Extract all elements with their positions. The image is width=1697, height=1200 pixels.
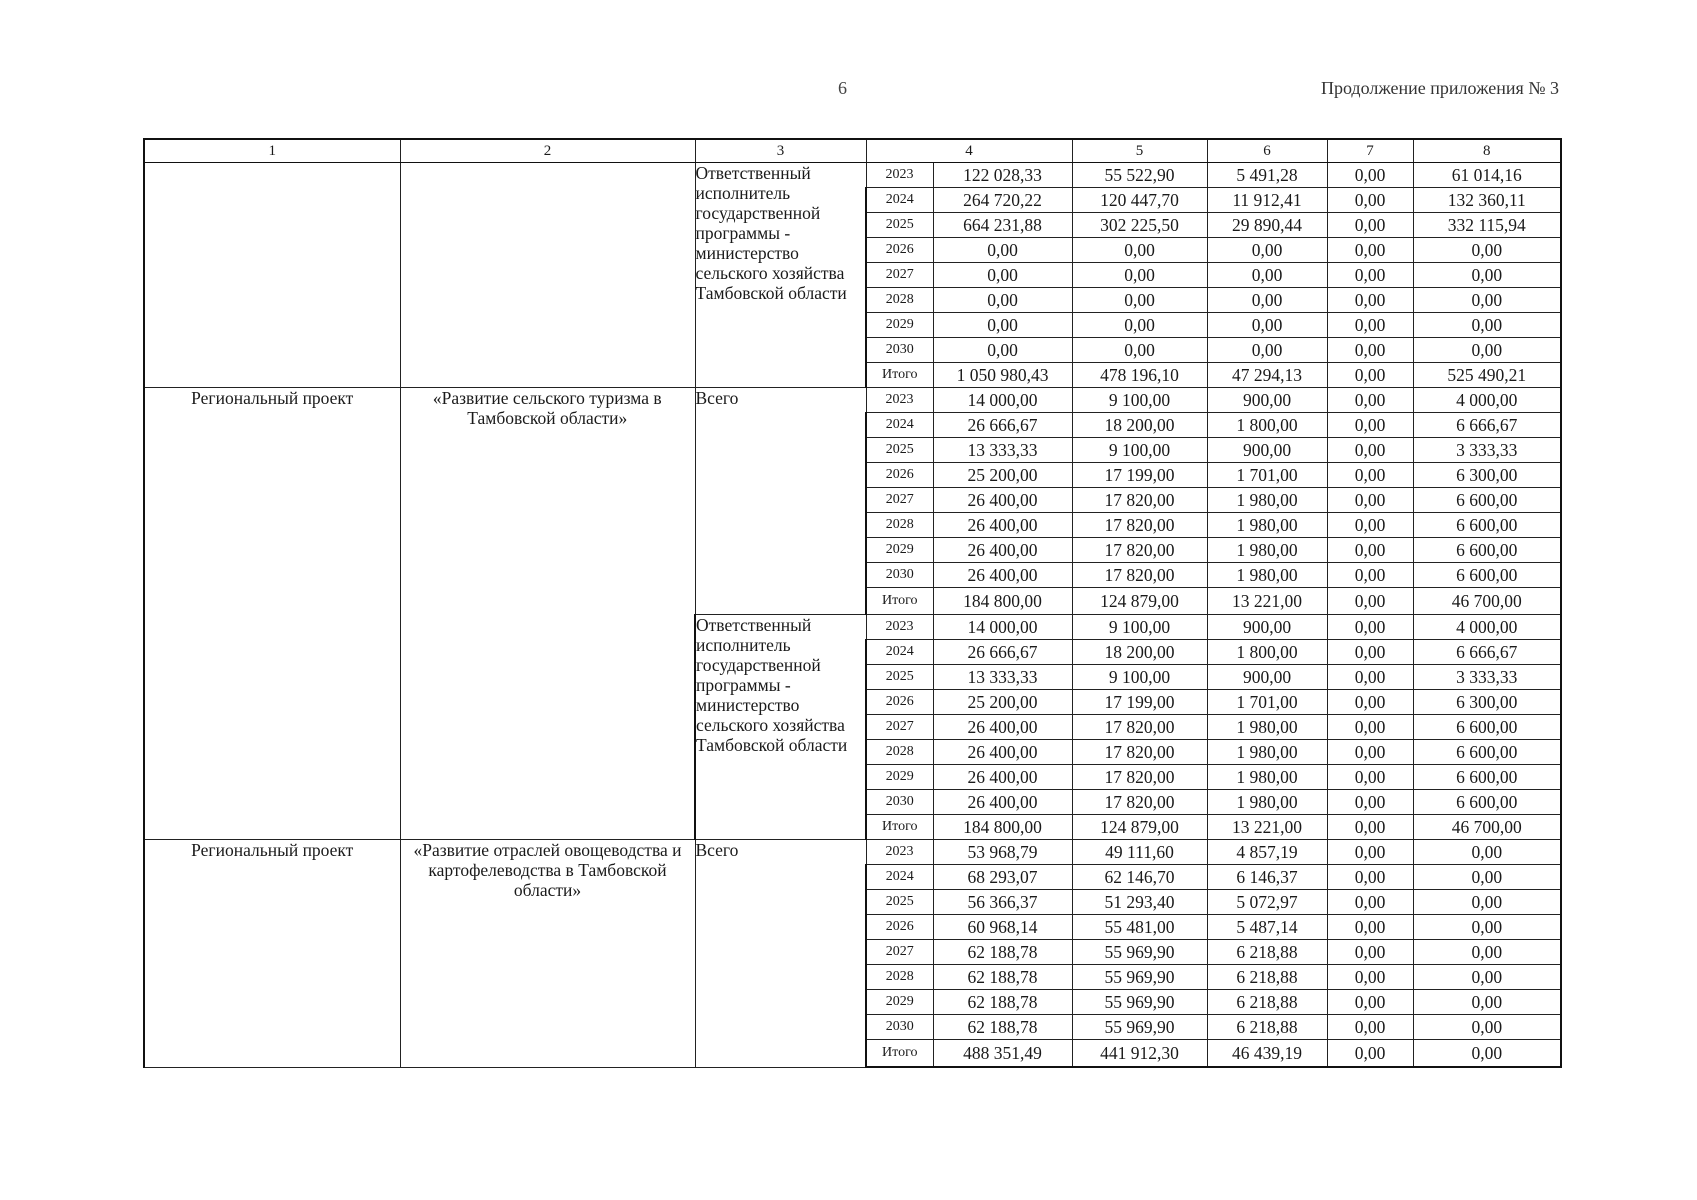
amount-c5: 55 969,90 (1072, 1015, 1207, 1040)
amount-c5: 55 969,90 (1072, 965, 1207, 990)
year-cell: Итого (866, 1040, 933, 1068)
amount-c8: 332 115,94 (1413, 213, 1561, 238)
table-row (144, 163, 1561, 188)
amount-c7: 0,00 (1327, 513, 1413, 538)
year-cell: 2026 (866, 238, 933, 263)
amount-c4: 26 400,00 (933, 790, 1072, 815)
amount-c5: 62 146,70 (1072, 865, 1207, 890)
year-cell: 2029 (866, 313, 933, 338)
amount-c5: 18 200,00 (1072, 640, 1207, 665)
amount-c4: 26 400,00 (933, 513, 1072, 538)
column-number-row (144, 139, 1561, 163)
amount-c8: 3 333,33 (1413, 438, 1561, 463)
year-cell: 2028 (866, 288, 933, 313)
year-cell: 2029 (866, 990, 933, 1015)
amount-c4: 0,00 (933, 338, 1072, 363)
amount-c7: 0,00 (1327, 840, 1413, 865)
year-cell: 2024 (866, 413, 933, 438)
column-number: 6 (1207, 139, 1327, 163)
amount-c4: 184 800,00 (933, 588, 1072, 615)
amount-c6: 900,00 (1207, 615, 1327, 640)
amount-c7: 0,00 (1327, 163, 1413, 188)
amount-c5: 17 820,00 (1072, 790, 1207, 815)
amount-c4: 264 720,22 (933, 188, 1072, 213)
amount-c5: 17 199,00 (1072, 463, 1207, 488)
project-name-cell (400, 163, 695, 388)
amount-c5: 124 879,00 (1072, 588, 1207, 615)
amount-c5: 9 100,00 (1072, 665, 1207, 690)
amount-c7: 0,00 (1327, 715, 1413, 740)
amount-c5: 0,00 (1072, 238, 1207, 263)
table-row (144, 840, 1561, 865)
amount-c4: 53 968,79 (933, 840, 1072, 865)
amount-c5: 0,00 (1072, 288, 1207, 313)
amount-c6: 4 857,19 (1207, 840, 1327, 865)
amount-c5: 302 225,50 (1072, 213, 1207, 238)
amount-c4: 488 351,49 (933, 1040, 1072, 1068)
amount-c7: 0,00 (1327, 940, 1413, 965)
amount-c6: 6 218,88 (1207, 1015, 1327, 1040)
amount-c8: 3 333,33 (1413, 665, 1561, 690)
amount-c7: 0,00 (1327, 188, 1413, 213)
amount-c4: 0,00 (933, 313, 1072, 338)
amount-c5: 17 199,00 (1072, 690, 1207, 715)
amount-c7: 0,00 (1327, 790, 1413, 815)
amount-c8: 6 600,00 (1413, 740, 1561, 765)
funding-source-cell: Ответственный исполнитель государственной программы - министерство сельского хозяйства Тамбовской области (695, 615, 866, 840)
amount-c5: 49 111,60 (1072, 840, 1207, 865)
amount-c4: 68 293,07 (933, 865, 1072, 890)
amount-c5: 124 879,00 (1072, 815, 1207, 840)
year-cell: 2027 (866, 263, 933, 288)
amount-c6: 900,00 (1207, 388, 1327, 413)
year-cell: 2025 (866, 213, 933, 238)
year-cell: 2025 (866, 890, 933, 915)
amount-c7: 0,00 (1327, 338, 1413, 363)
amount-c8: 6 600,00 (1413, 790, 1561, 815)
amount-c6: 1 701,00 (1207, 690, 1327, 715)
appendix-continuation-header: Продолжение приложения № 3 (1320, 78, 1559, 98)
amount-c6: 0,00 (1207, 338, 1327, 363)
amount-c6: 1 980,00 (1207, 488, 1327, 513)
amount-c4: 664 231,88 (933, 213, 1072, 238)
amount-c8: 0,00 (1413, 990, 1561, 1015)
amount-c5: 55 481,00 (1072, 915, 1207, 940)
year-cell: 2026 (866, 463, 933, 488)
amount-c6: 900,00 (1207, 438, 1327, 463)
amount-c6: 1 701,00 (1207, 463, 1327, 488)
amount-c7: 0,00 (1327, 1040, 1413, 1068)
amount-c4: 62 188,78 (933, 965, 1072, 990)
amount-c5: 17 820,00 (1072, 563, 1207, 588)
amount-c6: 0,00 (1207, 238, 1327, 263)
amount-c6: 6 218,88 (1207, 965, 1327, 990)
amount-c5: 17 820,00 (1072, 740, 1207, 765)
amount-c4: 184 800,00 (933, 815, 1072, 840)
amount-c4: 25 200,00 (933, 690, 1072, 715)
amount-c4: 26 400,00 (933, 563, 1072, 588)
amount-c8: 0,00 (1413, 313, 1561, 338)
amount-c7: 0,00 (1327, 690, 1413, 715)
amount-c4: 0,00 (933, 263, 1072, 288)
amount-c5: 9 100,00 (1072, 438, 1207, 463)
year-cell: 2029 (866, 765, 933, 790)
amount-c5: 17 820,00 (1072, 538, 1207, 563)
amount-c6: 13 221,00 (1207, 815, 1327, 840)
amount-c8: 132 360,11 (1413, 188, 1561, 213)
amount-c4: 13 333,33 (933, 665, 1072, 690)
amount-c6: 11 912,41 (1207, 188, 1327, 213)
amount-c6: 5 072,97 (1207, 890, 1327, 915)
amount-c4: 26 400,00 (933, 740, 1072, 765)
amount-c6: 5 487,14 (1207, 915, 1327, 940)
amount-c7: 0,00 (1327, 238, 1413, 263)
amount-c8: 0,00 (1413, 865, 1561, 890)
amount-c8: 0,00 (1413, 915, 1561, 940)
year-cell: 2024 (866, 188, 933, 213)
amount-c7: 0,00 (1327, 388, 1413, 413)
amount-c5: 17 820,00 (1072, 715, 1207, 740)
year-cell: 2030 (866, 563, 933, 588)
amount-c5: 478 196,10 (1072, 363, 1207, 388)
year-cell: 2026 (866, 690, 933, 715)
amount-c8: 525 490,21 (1413, 363, 1561, 388)
amount-c7: 0,00 (1327, 413, 1413, 438)
table-row (144, 388, 1561, 413)
amount-c8: 0,00 (1413, 338, 1561, 363)
column-number: 8 (1413, 139, 1561, 163)
amount-c7: 0,00 (1327, 640, 1413, 665)
year-cell: 2024 (866, 640, 933, 665)
amount-c6: 0,00 (1207, 288, 1327, 313)
amount-c7: 0,00 (1327, 463, 1413, 488)
amount-c7: 0,00 (1327, 363, 1413, 388)
amount-c4: 26 666,67 (933, 640, 1072, 665)
amount-c6: 1 980,00 (1207, 513, 1327, 538)
project-type-cell: Региональный проект (144, 840, 400, 1068)
year-cell: 2030 (866, 1015, 933, 1040)
year-cell: 2025 (866, 438, 933, 463)
year-cell: 2030 (866, 338, 933, 363)
year-cell: 2028 (866, 513, 933, 538)
amount-c4: 26 400,00 (933, 715, 1072, 740)
amount-c7: 0,00 (1327, 538, 1413, 563)
year-cell: 2029 (866, 538, 933, 563)
amount-c6: 6 218,88 (1207, 990, 1327, 1015)
amount-c5: 441 912,30 (1072, 1040, 1207, 1068)
project-type-cell (144, 163, 400, 388)
year-cell: 2026 (866, 915, 933, 940)
amount-c4: 62 188,78 (933, 1015, 1072, 1040)
year-cell: Итого (866, 588, 933, 615)
amount-c6: 0,00 (1207, 263, 1327, 288)
amount-c7: 0,00 (1327, 615, 1413, 640)
amount-c7: 0,00 (1327, 990, 1413, 1015)
amount-c7: 0,00 (1327, 488, 1413, 513)
amount-c4: 1 050 980,43 (933, 363, 1072, 388)
amount-c8: 6 600,00 (1413, 765, 1561, 790)
amount-c8: 6 300,00 (1413, 690, 1561, 715)
amount-c8: 6 600,00 (1413, 563, 1561, 588)
amount-c8: 0,00 (1413, 965, 1561, 990)
year-cell: 2027 (866, 940, 933, 965)
amount-c6: 47 294,13 (1207, 363, 1327, 388)
amount-c8: 4 000,00 (1413, 615, 1561, 640)
amount-c5: 0,00 (1072, 313, 1207, 338)
budget-table (143, 138, 1562, 1068)
year-cell: 2023 (866, 388, 933, 413)
amount-c5: 55 969,90 (1072, 990, 1207, 1015)
amount-c7: 0,00 (1327, 815, 1413, 840)
amount-c7: 0,00 (1327, 890, 1413, 915)
project-name-cell: «Развитие отраслей овощеводства и картофелеводства в Тамбовской области» (400, 840, 695, 1068)
amount-c4: 60 968,14 (933, 915, 1072, 940)
amount-c5: 0,00 (1072, 338, 1207, 363)
amount-c8: 6 600,00 (1413, 513, 1561, 538)
amount-c4: 14 000,00 (933, 388, 1072, 413)
amount-c8: 0,00 (1413, 1015, 1561, 1040)
amount-c4: 62 188,78 (933, 940, 1072, 965)
year-cell: 2023 (866, 840, 933, 865)
amount-c8: 4 000,00 (1413, 388, 1561, 413)
amount-c7: 0,00 (1327, 765, 1413, 790)
amount-c8: 61 014,16 (1413, 163, 1561, 188)
year-cell: Итого (866, 363, 933, 388)
column-number: 2 (400, 139, 695, 163)
amount-c5: 17 820,00 (1072, 765, 1207, 790)
amount-c5: 9 100,00 (1072, 388, 1207, 413)
amount-c8: 0,00 (1413, 263, 1561, 288)
year-cell: 2030 (866, 790, 933, 815)
amount-c7: 0,00 (1327, 665, 1413, 690)
page-number: 6 (838, 78, 847, 98)
year-cell: 2024 (866, 865, 933, 890)
amount-c6: 1 800,00 (1207, 413, 1327, 438)
amount-c4: 122 028,33 (933, 163, 1072, 188)
column-number: 1 (144, 139, 400, 163)
amount-c7: 0,00 (1327, 563, 1413, 588)
year-cell: 2027 (866, 715, 933, 740)
amount-c6: 46 439,19 (1207, 1040, 1327, 1068)
amount-c6: 29 890,44 (1207, 213, 1327, 238)
amount-c6: 6 218,88 (1207, 940, 1327, 965)
amount-c8: 6 666,67 (1413, 413, 1561, 438)
amount-c5: 0,00 (1072, 263, 1207, 288)
amount-c5: 17 820,00 (1072, 488, 1207, 513)
column-number: 7 (1327, 139, 1413, 163)
amount-c6: 1 980,00 (1207, 563, 1327, 588)
funding-source-cell: Ответственный исполнитель государственной программы - министерство сельского хозяйства Тамбовской области (695, 163, 866, 388)
amount-c8: 6 600,00 (1413, 538, 1561, 563)
amount-c5: 55 522,90 (1072, 163, 1207, 188)
amount-c6: 13 221,00 (1207, 588, 1327, 615)
year-cell: 2028 (866, 965, 933, 990)
amount-c4: 26 400,00 (933, 765, 1072, 790)
amount-c4: 0,00 (933, 238, 1072, 263)
amount-c8: 6 600,00 (1413, 715, 1561, 740)
amount-c5: 18 200,00 (1072, 413, 1207, 438)
amount-c8: 6 666,67 (1413, 640, 1561, 665)
amount-c5: 55 969,90 (1072, 940, 1207, 965)
year-cell: 2028 (866, 740, 933, 765)
column-number: 4 (866, 139, 1072, 163)
amount-c6: 1 980,00 (1207, 715, 1327, 740)
year-cell: Итого (866, 815, 933, 840)
amount-c7: 0,00 (1327, 915, 1413, 940)
amount-c6: 1 980,00 (1207, 790, 1327, 815)
funding-source-cell: Всего (695, 388, 866, 615)
year-cell: 2023 (866, 163, 933, 188)
amount-c6: 1 980,00 (1207, 765, 1327, 790)
amount-c6: 1 980,00 (1207, 538, 1327, 563)
amount-c6: 6 146,37 (1207, 865, 1327, 890)
amount-c7: 0,00 (1327, 865, 1413, 890)
amount-c7: 0,00 (1327, 740, 1413, 765)
amount-c6: 5 491,28 (1207, 163, 1327, 188)
column-number: 3 (695, 139, 866, 163)
amount-c6: 1 800,00 (1207, 640, 1327, 665)
column-number: 5 (1072, 139, 1207, 163)
amount-c7: 0,00 (1327, 288, 1413, 313)
amount-c8: 46 700,00 (1413, 588, 1561, 615)
amount-c7: 0,00 (1327, 1015, 1413, 1040)
amount-c4: 26 400,00 (933, 488, 1072, 513)
amount-c5: 17 820,00 (1072, 513, 1207, 538)
amount-c8: 0,00 (1413, 288, 1561, 313)
amount-c8: 0,00 (1413, 890, 1561, 915)
amount-c8: 0,00 (1413, 940, 1561, 965)
amount-c4: 25 200,00 (933, 463, 1072, 488)
amount-c6: 1 980,00 (1207, 740, 1327, 765)
amount-c7: 0,00 (1327, 965, 1413, 990)
amount-c8: 0,00 (1413, 840, 1561, 865)
amount-c4: 14 000,00 (933, 615, 1072, 640)
amount-c7: 0,00 (1327, 438, 1413, 463)
amount-c8: 6 300,00 (1413, 463, 1561, 488)
amount-c4: 56 366,37 (933, 890, 1072, 915)
amount-c7: 0,00 (1327, 213, 1413, 238)
amount-c7: 0,00 (1327, 588, 1413, 615)
year-cell: 2025 (866, 665, 933, 690)
project-type-cell: Региональный проект (144, 388, 400, 840)
project-name-cell: «Развитие сельского туризма в Тамбовской области» (400, 388, 695, 840)
amount-c7: 0,00 (1327, 263, 1413, 288)
amount-c5: 9 100,00 (1072, 615, 1207, 640)
amount-c4: 13 333,33 (933, 438, 1072, 463)
amount-c5: 120 447,70 (1072, 188, 1207, 213)
funding-source-cell: Всего (695, 840, 866, 1068)
amount-c8: 6 600,00 (1413, 488, 1561, 513)
amount-c8: 0,00 (1413, 1040, 1561, 1068)
year-cell: 2023 (866, 615, 933, 640)
amount-c4: 26 400,00 (933, 538, 1072, 563)
amount-c8: 0,00 (1413, 238, 1561, 263)
amount-c4: 26 666,67 (933, 413, 1072, 438)
amount-c8: 46 700,00 (1413, 815, 1561, 840)
year-cell: 2027 (866, 488, 933, 513)
amount-c4: 0,00 (933, 288, 1072, 313)
amount-c6: 0,00 (1207, 313, 1327, 338)
amount-c7: 0,00 (1327, 313, 1413, 338)
amount-c6: 900,00 (1207, 665, 1327, 690)
amount-c5: 51 293,40 (1072, 890, 1207, 915)
amount-c4: 62 188,78 (933, 990, 1072, 1015)
